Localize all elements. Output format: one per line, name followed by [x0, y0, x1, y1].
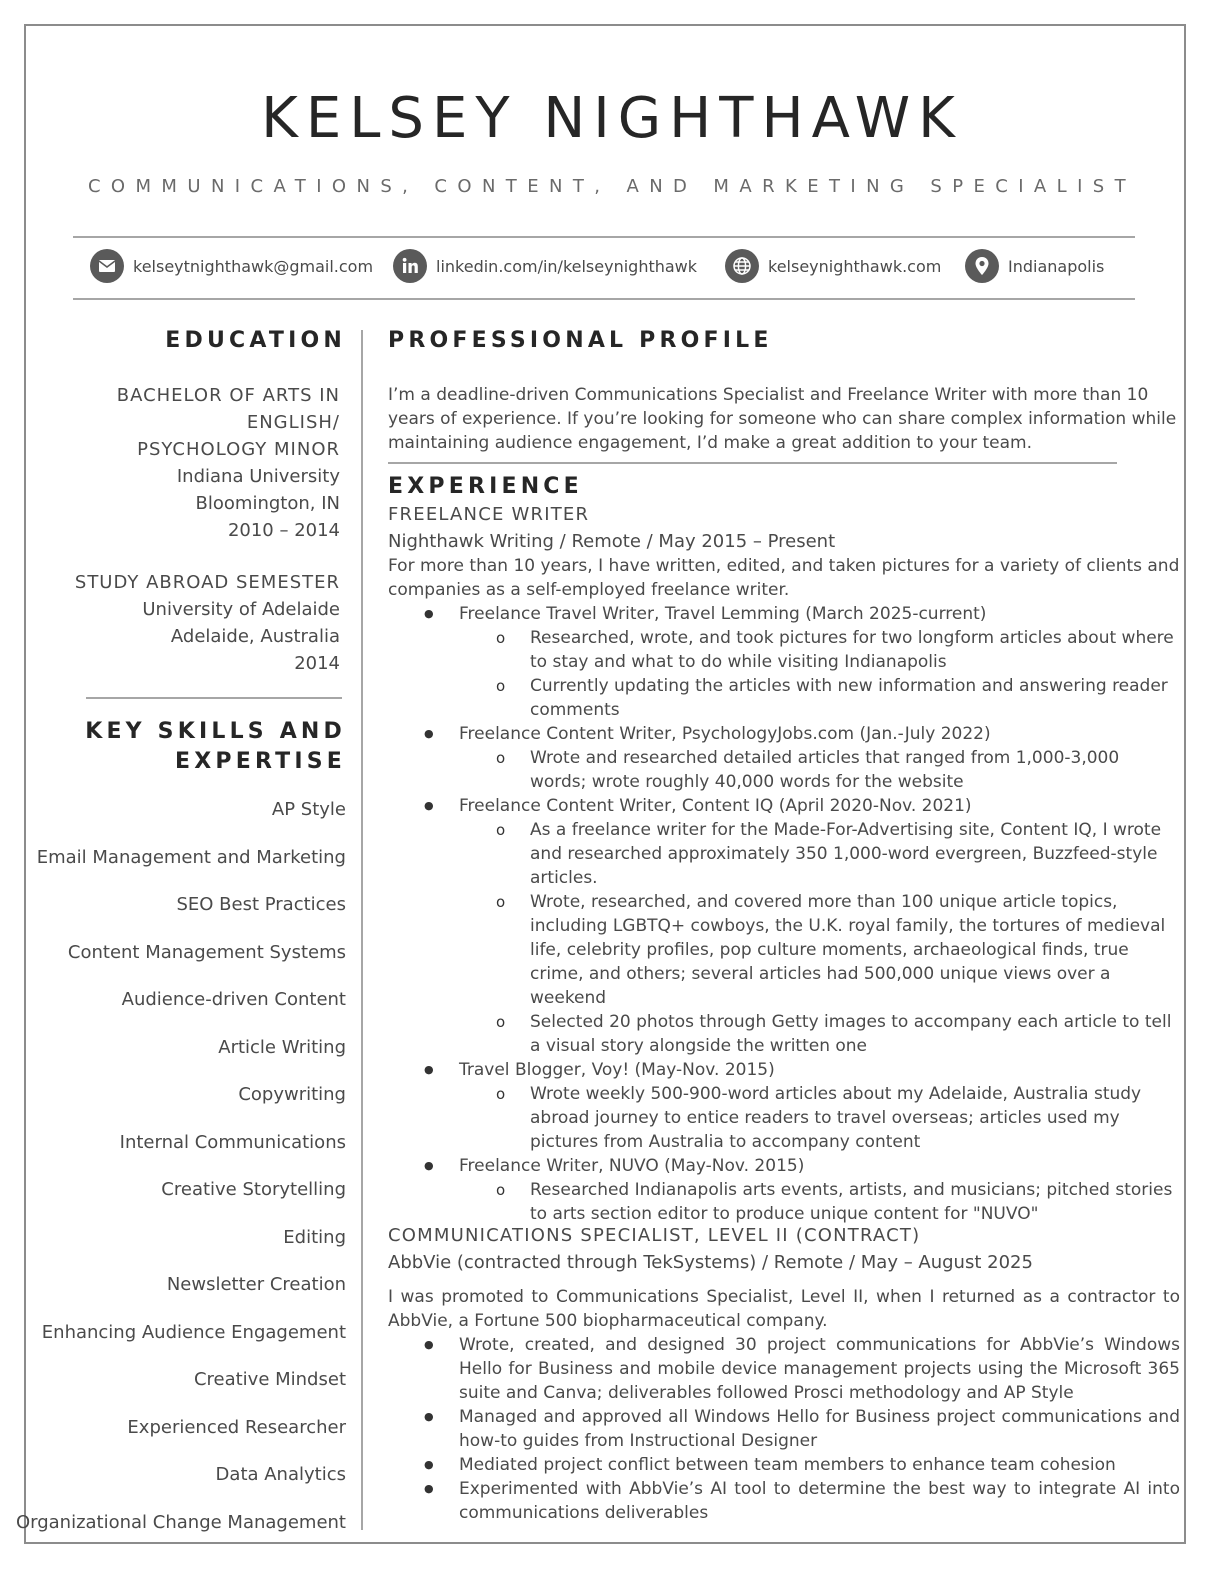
- role-point: o Currently updating the articles with new information and answering reader comments: [459, 674, 1180, 722]
- school-years: 2010 – 2014: [227, 520, 340, 541]
- education-heading: EDUCATION: [165, 328, 346, 353]
- location-text: Indianapolis: [1008, 256, 1105, 276]
- bullet-list: [388, 1333, 1180, 1525]
- job-abbvie: [388, 1224, 1180, 1525]
- envelope-icon: [90, 249, 124, 283]
- website-text[interactable]: kelseynighthawk.com: [768, 256, 942, 276]
- role-point: o Wrote and researched detailed articles that ranged from 1,000-3,000 words; wrote roughly 40,000 words for the website: [459, 746, 1180, 794]
- role-point: o Wrote, researched, and covered more than 100 unique article topics, including LGBTQ+ cowboys, the U.K. royal family, the tortures of medieval life, celebrity profiles, pop culture moments, archaeological finds, true crime, and others; several articles had 500,000 unique views over a weekend: [459, 890, 1180, 1010]
- contact-website[interactable]: [725, 249, 941, 283]
- experience-heading: EXPERIENCE: [388, 474, 583, 499]
- role-title: ● Travel Blogger, Voy! (May-Nov. 2015): [459, 1060, 775, 1080]
- abroad-school: University of Adelaide: [142, 599, 340, 620]
- role-point: o Wrote weekly 500-900-word articles about my Adelaide, Australia study abroad journey to entice readers to travel overseas; articles used my pictures from Australia to accompany content: [459, 1082, 1180, 1154]
- skill-item: Internal Communications: [119, 1131, 346, 1153]
- globe-icon: [725, 249, 759, 283]
- bullet-item: ● Managed and approved all Windows Hello for Business project communications and how-to guides from Instructional Designer: [388, 1405, 1180, 1453]
- bullet-item: ● Mediated project conflict between team members to enhance team cohesion: [388, 1453, 1180, 1477]
- job-title: COMMUNICATIONS SPECIALIST, LEVEL II (CONTRACT): [388, 1225, 921, 1246]
- role-item: [388, 794, 1180, 1058]
- linkedin-icon: [393, 249, 427, 283]
- header-bottom-rule: [73, 298, 1135, 300]
- school-name: Indiana University: [176, 466, 340, 487]
- skill-item: SEO Best Practices: [176, 894, 346, 915]
- degree-line: PSYCHOLOGY MINOR: [137, 439, 340, 460]
- header-top-rule: [73, 236, 1135, 238]
- skill-item: Creative Mindset: [193, 1369, 346, 1390]
- school-city: Bloomington, IN: [195, 493, 340, 514]
- skill-item: Enhancing Audience Engagement: [41, 1321, 346, 1343]
- role-title: ● Freelance Content Writer, PsychologyJobs.com (Jan.-July 2022): [459, 724, 991, 744]
- role-points: [459, 746, 1180, 794]
- role-points: [459, 1082, 1180, 1154]
- skill-item: Data Analytics: [215, 1464, 346, 1485]
- education-details: [177, 463, 340, 544]
- skills-heading-line: KEY SKILLS AND: [85, 719, 346, 744]
- education-rule: [86, 697, 342, 699]
- job-title: FREELANCE WRITER: [388, 504, 590, 525]
- linkedin-text[interactable]: linkedin.com/in/kelseynighthawk: [436, 256, 698, 276]
- role-point: o Researched, wrote, and took pictures for two longform articles about where to stay and what to do while visiting Indianapolis: [459, 626, 1180, 674]
- role-item: [388, 602, 1180, 722]
- role-points: [459, 626, 1180, 722]
- job-freelance: [388, 503, 1180, 1226]
- skills-heading: [85, 717, 346, 777]
- role-title: ● Freelance Travel Writer, Travel Lemming (March 2025-current): [459, 604, 987, 624]
- role-title: ● Freelance Writer, NUVO (May-Nov. 2015): [459, 1156, 805, 1176]
- skill-item: Newsletter Creation: [166, 1274, 346, 1295]
- contact-location: [965, 249, 1104, 283]
- job-summary: For more than 10 years, I have written, edited, and taken pictures for a variety of clients and companies as a self-employed freelance writer.: [388, 556, 1180, 600]
- skill-item: Audience-driven Content: [121, 989, 346, 1010]
- skill-item: Experienced Researcher: [127, 1416, 346, 1438]
- abroad-title: STUDY ABROAD SEMESTER: [74, 572, 340, 593]
- degree: [117, 382, 340, 463]
- skill-item: Email Management and Marketing: [36, 846, 346, 868]
- degree-line: BACHELOR OF ARTS IN: [116, 385, 340, 406]
- job-meta: AbbVie (contracted through TekSystems) / Remote / May – August 2025: [388, 1252, 1033, 1273]
- column-divider: [361, 330, 363, 1530]
- role-point: o Selected 20 photos through Getty images to accompany each article to tell a visual story alongside the written one: [459, 1010, 1180, 1058]
- abroad-year: 2014: [294, 653, 340, 674]
- skills-heading-line: EXPERTISE: [175, 749, 346, 774]
- role-points: [459, 1178, 1180, 1226]
- skill-item: Organizational Change Management: [15, 1511, 346, 1533]
- role-title: ● Freelance Content Writer, Content IQ (April 2020-Nov. 2021): [459, 796, 972, 816]
- abroad-details: [142, 596, 340, 677]
- profile-heading: PROFESSIONAL PROFILE: [388, 328, 773, 353]
- role-point: o Researched Indianapolis arts events, artists, and musicians; pitched stories to arts section editor to produce unique content for "NUVO": [459, 1178, 1180, 1226]
- role-item: [388, 722, 1180, 794]
- skill-item: Article Writing: [218, 1036, 346, 1058]
- degree-line: ENGLISH/: [246, 412, 340, 433]
- job-meta: Nighthawk Writing / Remote / May 2015 – Present: [388, 531, 836, 552]
- role-item: [388, 1154, 1180, 1226]
- skill-item: Content Management Systems: [67, 941, 346, 963]
- role-list: [388, 602, 1180, 1226]
- candidate-name: KELSEY NIGHTHAWK: [261, 86, 963, 151]
- contact-linkedin[interactable]: [393, 249, 697, 283]
- skill-item: Copywriting: [238, 1084, 346, 1105]
- role-item: [388, 1058, 1180, 1154]
- skill-item: AP Style: [271, 799, 346, 820]
- map-pin-icon: [965, 249, 999, 283]
- skill-item: Editing: [283, 1226, 346, 1248]
- profile-rule: [388, 462, 1117, 464]
- email-text[interactable]: kelseytnighthawk@gmail.com: [133, 256, 374, 276]
- job-tagline: COMMUNICATIONS, CONTENT, AND MARKETING SPECIALIST: [87, 176, 1137, 197]
- role-point: o As a freelance writer for the Made-For-Advertising site, Content IQ, I wrote and researched approximately 350 1,000-word evergreen, Buzzfeed-style articles.: [459, 818, 1180, 890]
- contact-email[interactable]: [90, 249, 373, 283]
- bullet-item: ● Experimented with AbbVie’s AI tool to determine the best way to integrate AI into communications deliverables: [388, 1477, 1180, 1525]
- abroad-city: Adelaide, Australia: [170, 626, 340, 647]
- role-points: [459, 818, 1180, 1058]
- job-summary: I was promoted to Communications Specialist, Level II, when I returned as a contractor to AbbVie, a Fortune 500 biopharmaceutical company.: [388, 1287, 1180, 1331]
- bullet-item: ● Wrote, created, and designed 30 project communications for AbbVie’s Windows Hello for Business and mobile device management projects using the Microsoft 365 suite and Canva; deliverables followed Prosci methodology and AP Style: [388, 1333, 1180, 1405]
- profile-text: I’m a deadline-driven Communications Specialist and Freelance Writer with more than 10 years of experience. If you’re looking for someone who can share complex information while maintaining audience engagement, I’d make a great addition to your team.: [388, 385, 1177, 453]
- skill-item: Creative Storytelling: [161, 1179, 346, 1200]
